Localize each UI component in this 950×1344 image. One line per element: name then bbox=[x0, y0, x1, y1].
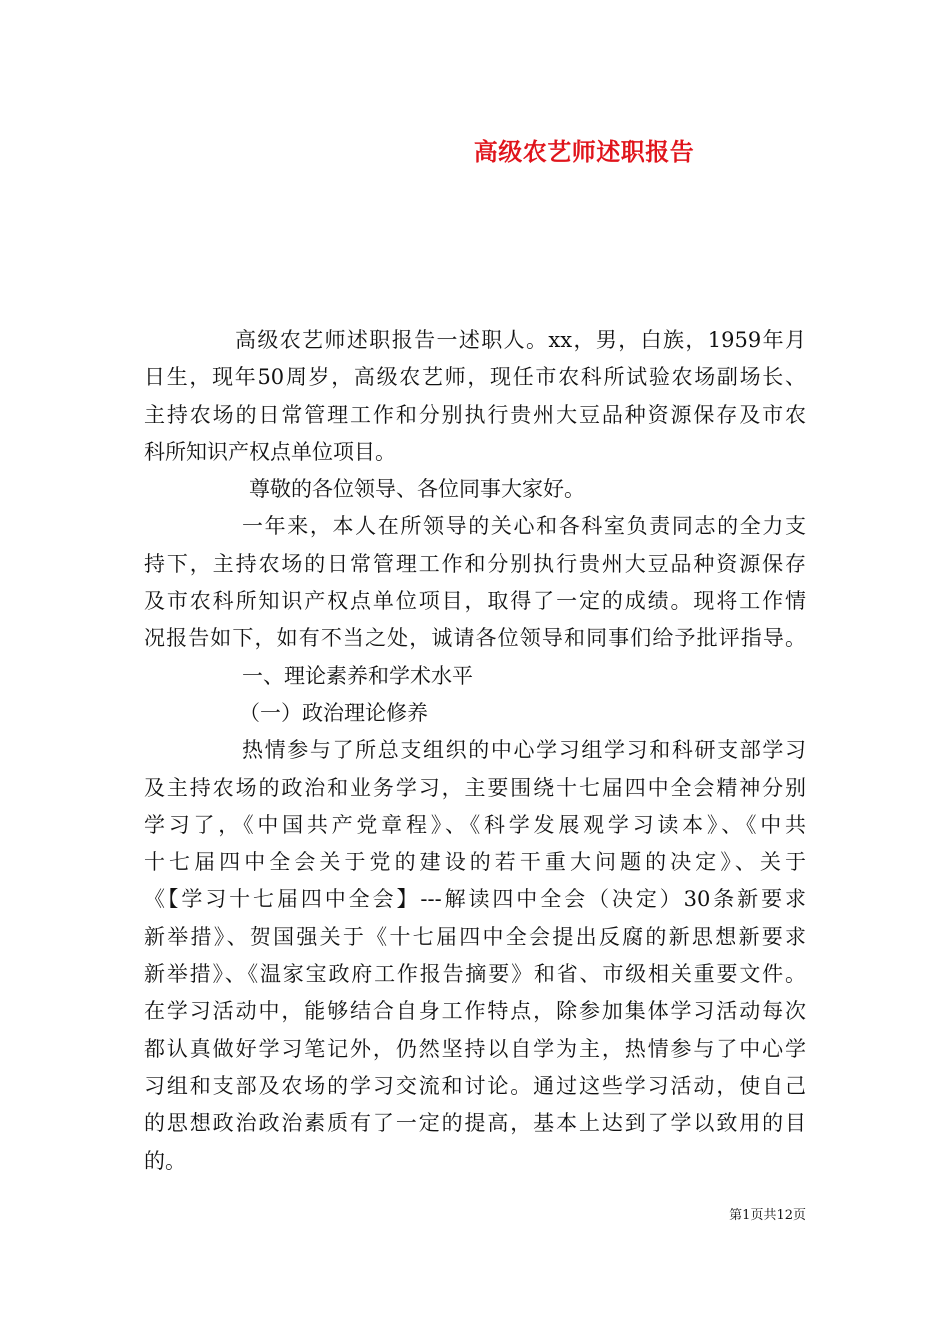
paragraph-line: 及市农科所知识产权点单位项目，取得了一定的成绩。现将工作情 bbox=[144, 589, 806, 614]
paragraph-line: 《【学习十七届四中全会】---解读四中全会（决定）30条新要求 bbox=[144, 887, 806, 912]
paragraph-line: 都认真做好学习笔记外，仍然坚持以自学为主，热情参与了中心学 bbox=[144, 1036, 806, 1061]
paragraph-line: 习组和支部及农场的学习交流和讨论。通过这些学习活动，使自己 bbox=[144, 1073, 806, 1098]
paragraph-line: 新举措》、贺国强关于《十七届四中全会提出反腐的新思想新要求 bbox=[144, 924, 806, 949]
paragraph-line: 尊敬的各位领导、各位同事大家好。 bbox=[249, 477, 585, 502]
paragraph-line: 况报告如下，如有不当之处，诚请各位领导和同事们给予批评指导。 bbox=[144, 626, 806, 651]
paragraph-line: 及主持农场的政治和业务学习，主要围绕十七届四中全会精神分别 bbox=[144, 775, 806, 800]
paragraph-line: 主持农场的日常管理工作和分别执行贵州大豆品种资源保存及市农 bbox=[144, 402, 806, 427]
paragraph-line: 科所知识产权点单位项目。 bbox=[144, 439, 396, 464]
paragraph-line: 高级农艺师述职报告一述职人。xx，男，白族，1959年月 bbox=[235, 328, 806, 352]
paragraph-line: 一年来，本人在所领导的关心和各科室负责同志的全力支 bbox=[242, 514, 806, 539]
paragraph-line: 的思想政治政治素质有了一定的提高，基本上达到了学以致用的目 bbox=[144, 1111, 806, 1136]
paragraph-line: 持下，主持农场的日常管理工作和分别执行贵州大豆品种资源保存 bbox=[144, 551, 806, 576]
paragraph-line: 在学习活动中，能够结合自身工作特点，除参加集体学习活动每次 bbox=[144, 999, 806, 1024]
paragraph-line: 的。 bbox=[144, 1148, 186, 1173]
paragraph-line: 学习了，《中国共产党章程》、《科学发展观学习读本》、《中共 bbox=[144, 812, 806, 837]
paragraph-line: 新举措》、《温家宝政府工作报告摘要》和省、市级相关重要文件。 bbox=[144, 962, 806, 987]
paragraph-line: 日生，现年50周岁，高级农艺师，现任市农科所试验农场副场长、 bbox=[144, 365, 806, 390]
section-heading: 一、理论素养和学术水平 bbox=[242, 663, 473, 688]
paragraph-line: 十七届四中全会关于党的建设的若干重大问题的决定》、关于 bbox=[144, 850, 806, 875]
subsection-heading: （一）政治理论修养 bbox=[239, 700, 428, 725]
document-title: 高级农艺师述职报告 bbox=[473, 137, 695, 166]
document-body bbox=[144, 322, 806, 1180]
page-number-footer: 第1页共12页 bbox=[729, 1208, 806, 1223]
paragraph-line: 热情参与了所总支组织的中心学习组学习和科研支部学习 bbox=[242, 738, 806, 763]
